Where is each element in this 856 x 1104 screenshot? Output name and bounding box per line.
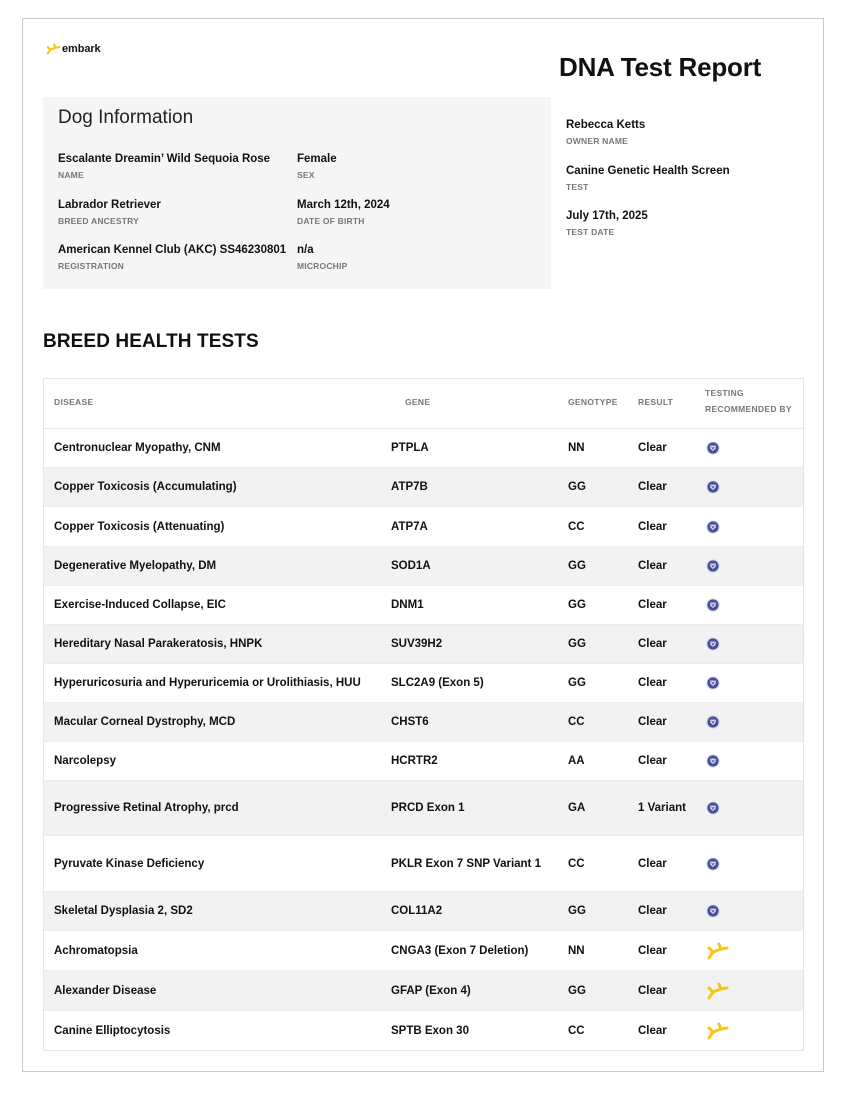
registration-field	[58, 244, 286, 271]
table-row	[44, 1011, 803, 1050]
health-tests-table	[43, 378, 804, 1051]
disease-cell: Hyperuricosuria and Hyperuricemia or Urolithiasis, HUU	[54, 677, 361, 689]
gene-cell: SOD1A	[391, 560, 431, 572]
disease-cell: Canine Elliptocytosis	[54, 1024, 171, 1037]
genotype-cell: GG	[568, 599, 586, 611]
breed-health-tests-title: BREED HEALTH TESTS	[43, 331, 259, 352]
gene-cell: ATP7B	[391, 481, 428, 493]
recommended-by-cell	[706, 980, 730, 1002]
genotype-cell: CC	[568, 857, 585, 870]
disease-cell: Pyruvate Kinase Deficiency	[54, 857, 205, 870]
recommended-by-cell	[706, 441, 720, 455]
disease-cell: Skeletal Dysplasia 2, SD2	[54, 905, 193, 917]
disease-cell: Degenerative Myelopathy, DM	[54, 560, 217, 572]
disease-cell: Copper Toxicosis (Accumulating)	[54, 481, 237, 493]
dog-name-label: NAME	[58, 170, 84, 180]
genotype-cell: GG	[568, 905, 586, 917]
recommended-by-cell	[706, 520, 720, 534]
gene-cell: CHST6	[391, 716, 429, 728]
genotype-cell: GG	[568, 677, 586, 689]
table-row	[44, 625, 803, 664]
dog-information-panel	[43, 97, 551, 289]
table-row	[44, 892, 803, 931]
result-cell: 1 Variant	[638, 802, 686, 814]
gene-cell: ATP7A	[391, 520, 428, 533]
disease-cell: Progressive Retinal Atrophy, prcd	[54, 802, 239, 814]
gene-cell: SPTB Exon 30	[391, 1024, 469, 1037]
microchip-value: n/a	[297, 244, 314, 256]
disease-cell: Achromatopsia	[54, 944, 138, 957]
dog-name-value: Escalante Dreamin’ Wild Sequoia Rose	[58, 153, 271, 165]
column-header-genotype: GENOTYPE	[568, 397, 618, 407]
result-cell: Clear	[638, 481, 667, 493]
breed-ancestry-field	[58, 199, 161, 226]
table-body	[44, 429, 803, 1050]
date-of-birth-field	[297, 199, 390, 226]
test-field	[566, 165, 730, 192]
embark-logo	[46, 41, 101, 57]
sex-field	[297, 153, 337, 180]
table-row	[44, 586, 803, 625]
result-cell: Clear	[638, 520, 667, 533]
result-cell: Clear	[638, 560, 667, 572]
test-date-field	[566, 210, 648, 237]
table-row	[44, 742, 803, 781]
embark-logo-icon	[706, 1020, 730, 1042]
test-value: Canine Genetic Health Screen	[566, 165, 730, 177]
result-cell: Clear	[638, 905, 667, 917]
disease-cell: Centronuclear Myopathy, CNM	[54, 442, 221, 454]
recommended-by-cell	[706, 940, 730, 962]
recommended-by-cell	[706, 676, 720, 690]
genotype-cell: CC	[568, 1024, 585, 1037]
club-badge-icon	[706, 598, 720, 612]
recommended-by-cell	[706, 480, 720, 494]
result-cell: Clear	[638, 857, 667, 870]
club-badge-icon	[706, 676, 720, 690]
genotype-cell: GG	[568, 481, 586, 493]
column-header-recommended-line1: TESTING	[705, 388, 744, 398]
disease-cell: Exercise-Induced Collapse, EIC	[54, 599, 226, 611]
gene-cell: CNGA3 (Exon 7 Deletion)	[391, 944, 529, 957]
genotype-cell: GA	[568, 802, 586, 814]
club-badge-icon	[706, 480, 720, 494]
embark-logo-icon	[706, 980, 730, 1002]
recommended-by-cell	[706, 715, 720, 729]
genotype-cell: NN	[568, 442, 585, 454]
result-cell: Clear	[638, 599, 667, 611]
column-header-disease: DISEASE	[54, 397, 94, 407]
genotype-cell: GG	[568, 638, 586, 650]
gene-cell: GFAP (Exon 4)	[391, 984, 471, 997]
result-cell: Clear	[638, 638, 667, 650]
genotype-cell: GG	[568, 560, 586, 572]
table-row	[44, 468, 803, 507]
owner-name-value: Rebecca Ketts	[566, 119, 646, 131]
registration-value: American Kennel Club (AKC) SS46230801	[58, 244, 287, 256]
club-badge-icon	[706, 520, 720, 534]
table-row	[44, 781, 803, 836]
microchip-field	[297, 244, 347, 271]
club-badge-icon	[706, 637, 720, 651]
report-title: DNA Test Report	[559, 52, 762, 82]
table-row	[44, 836, 803, 892]
test-date-value: July 17th, 2025	[566, 210, 648, 222]
column-header-recommended-line2: RECOMMENDED BY	[705, 404, 792, 414]
embark-logo-icon	[46, 42, 61, 56]
column-header-recommended	[705, 385, 792, 417]
club-badge-icon	[706, 715, 720, 729]
result-cell: Clear	[638, 984, 667, 997]
recommended-by-cell	[706, 801, 720, 815]
embark-logo-icon	[706, 940, 730, 962]
club-badge-icon	[706, 441, 720, 455]
dog-information-title: Dog Information	[58, 107, 194, 128]
disease-cell: Alexander Disease	[54, 984, 157, 997]
dog-name-field	[58, 153, 270, 180]
table-header	[44, 379, 803, 429]
genotype-cell: AA	[568, 755, 585, 767]
club-badge-icon	[706, 801, 720, 815]
gene-cell: HCRTR2	[391, 755, 438, 767]
gene-cell: PKLR Exon 7 SNP Variant 1	[391, 857, 541, 870]
recommended-by-cell	[706, 904, 720, 918]
recommended-by-cell	[706, 754, 720, 768]
test-date-label: TEST DATE	[566, 227, 615, 237]
breed-ancestry-label: BREED ANCESTRY	[58, 216, 140, 226]
genotype-cell: NN	[568, 944, 585, 957]
registration-label: REGISTRATION	[58, 261, 124, 271]
genotype-cell: CC	[568, 520, 585, 533]
owner-name-label: OWNER NAME	[566, 136, 628, 146]
genotype-cell: GG	[568, 984, 586, 997]
disease-cell: Copper Toxicosis (Attenuating)	[54, 520, 225, 533]
gene-cell: DNM1	[391, 599, 424, 611]
club-badge-icon	[706, 754, 720, 768]
club-badge-icon	[706, 904, 720, 918]
result-cell: Clear	[638, 1024, 667, 1037]
brand-name: embark	[62, 43, 101, 55]
owner-name-field	[566, 119, 645, 146]
table-row	[44, 931, 803, 971]
table-row	[44, 507, 803, 547]
recommended-by-cell	[706, 857, 720, 871]
recommended-by-cell	[706, 598, 720, 612]
date-of-birth-value: March 12th, 2024	[297, 199, 390, 211]
recommended-by-cell	[706, 637, 720, 651]
disease-cell: Macular Corneal Dystrophy, MCD	[54, 716, 236, 728]
sex-label: SEX	[297, 170, 315, 180]
disease-cell: Narcolepsy	[54, 755, 117, 767]
result-cell: Clear	[638, 755, 667, 767]
sex-value: Female	[297, 153, 337, 165]
microchip-label: MICROCHIP	[297, 261, 348, 271]
disease-cell: Hereditary Nasal Parakeratosis, HNPK	[54, 638, 263, 650]
club-badge-icon	[706, 857, 720, 871]
gene-cell: PTPLA	[391, 442, 429, 454]
result-cell: Clear	[638, 677, 667, 689]
gene-cell: PRCD Exon 1	[391, 802, 465, 814]
table-row	[44, 971, 803, 1011]
test-label: TEST	[566, 182, 589, 192]
recommended-by-cell	[706, 1020, 730, 1042]
genotype-cell: CC	[568, 716, 585, 728]
gene-cell: SLC2A9 (Exon 5)	[391, 677, 484, 689]
column-header-result: RESULT	[638, 397, 674, 407]
result-cell: Clear	[638, 716, 667, 728]
date-of-birth-label: DATE OF BIRTH	[297, 216, 365, 226]
table-row	[44, 703, 803, 742]
table-row	[44, 664, 803, 703]
result-cell: Clear	[638, 442, 667, 454]
gene-cell: SUV39H2	[391, 638, 443, 650]
table-row	[44, 429, 803, 468]
breed-ancestry-value: Labrador Retriever	[58, 199, 161, 211]
gene-cell: COL11A2	[391, 905, 443, 917]
recommended-by-cell	[706, 559, 720, 573]
club-badge-icon	[706, 559, 720, 573]
column-header-gene: GENE	[405, 397, 431, 407]
table-row	[44, 547, 803, 586]
result-cell: Clear	[638, 944, 667, 957]
